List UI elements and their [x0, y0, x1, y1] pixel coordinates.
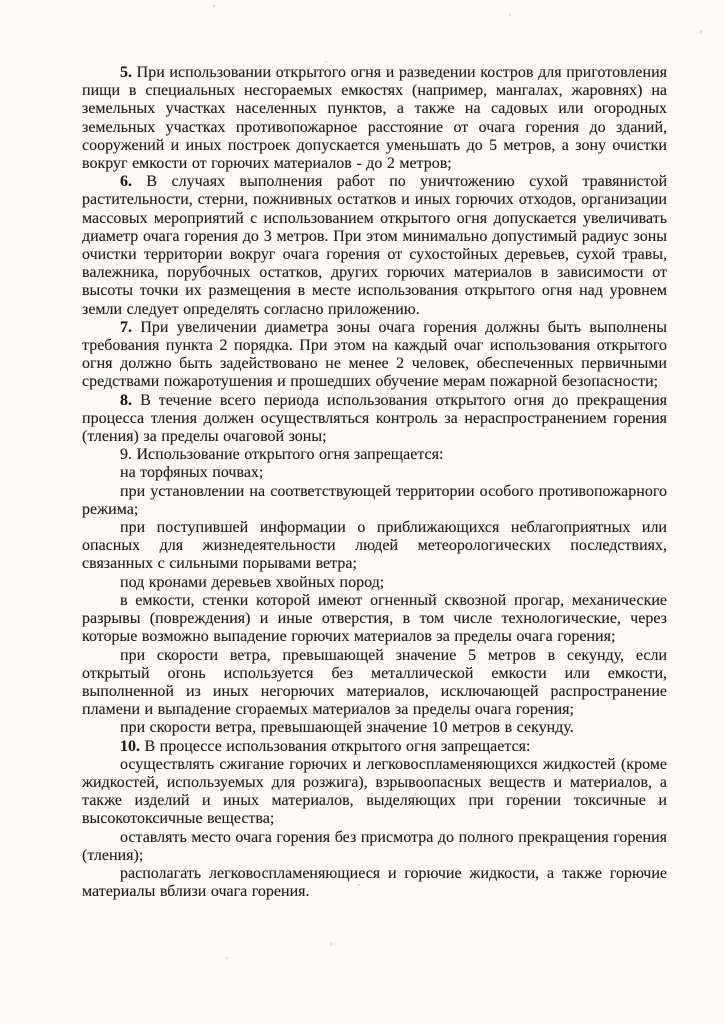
- paragraph-text: на торфяных почвах;: [120, 464, 264, 482]
- paragraph-number: 6.: [120, 173, 132, 191]
- paragraph-number: 8.: [120, 391, 132, 409]
- paragraph-10-item-burning-liquids: [82, 756, 667, 829]
- paragraph-number: 5.: [120, 64, 132, 81]
- paragraph-text: При увеличении диаметра зоны очага горения должны быть выполнены требования пункта 2 порядка. При этом на каждый очаг использования открытого огня должно быть задействовано не менее 2 человек, обеспеченных первичными средствами пожаротушения и прошедших обучение мерам пожарной безопасности;: [82, 318, 668, 391]
- paragraph-text: под кронами деревьев хвойных пород;: [120, 573, 385, 591]
- paragraph-number: 7.: [120, 318, 132, 336]
- paragraph-text: при скорости ветра, превышающей значение 10 метров в секунду.: [120, 719, 574, 737]
- scan-speck: [226, 957, 228, 959]
- scan-speck: [357, 884, 360, 886]
- paragraph-text: В течение всего периода использования открытого огня до прекращения процесса тления должен осуществляться контроль за нераспространением горения (тления) за пределы очаговой зоны;: [82, 391, 668, 446]
- paragraph-10: [82, 738, 667, 756]
- paragraph-9: [82, 446, 667, 464]
- paragraph-number: 10.: [120, 737, 140, 755]
- paragraph-10-item-flammables-nearby: [82, 865, 667, 901]
- paragraph-text: Использование открытого огня запрещается:: [136, 446, 444, 464]
- paragraph-8: [82, 392, 667, 447]
- scan-speck: [213, 5, 215, 7]
- document-page: [82, 64, 667, 901]
- scan-speck: [509, 14, 511, 16]
- paragraph-6: [82, 173, 667, 319]
- paragraph-9-item-damaged-container: [82, 592, 667, 647]
- paragraph-10-item-leaving-unattended: [82, 829, 667, 865]
- paragraph-text: в емкости, стенки которой имеют огненный сквозной прогар, механические разрывы (повреждения) и иные отверстия, в том числе технологические, через которые возможно выпадение горючих материалов за пределы очага горения;: [82, 591, 667, 646]
- paragraph-text: В процессе использования открытого огня запрещается:: [144, 737, 531, 755]
- paragraph-9-item-peat-soils: [82, 464, 667, 482]
- paragraph-5: [82, 64, 667, 173]
- paragraph-text: В случаях выполнения работ по уничтожению сухой травянистой растительности, стерни, пожнивных остатков и иных горючих отходов, организации массовых мероприятий с использованием открытого огня допускается увеличивать диаметр очага горения до 3 метров. При этом минимально допустимый радиус зоны очистки территории вокруг очага горения от сухостойных деревьев, сухой травы, валежника, порубочных остатков, других горючих материалов в зависимости от высоты точки их размещения в месте использования открытого огня над уровнем земли следует определять согласно приложению.: [82, 173, 667, 318]
- paragraph-text: при скорости ветра, превышающей значение 5 метров в секунду, если открытый огонь используется без металлической емкости или емкости, выполненной из иных негорючих материалов, исключающей распространение пламени и выпадение сгораемых материалов за пределы очага горения;: [82, 646, 667, 719]
- paragraph-text: располагать легковоспламеняющиеся и горючие жидкости, а также горючие материалы вблизи очага горения.: [82, 864, 667, 901]
- paragraph-text: осуществлять сжигание горючих и легковоспламеняющихся жидкостей (кроме жидкостей, используемых для розжига), взрывоопасных веществ и материалов, а также изделий и иных материалов, выделяющих при горении токсичные и высокотоксичные вещества;: [82, 755, 667, 828]
- paragraph-text: при установлении на соответствующей территории особого противопожарного режима;: [82, 482, 667, 518]
- paragraph-9-item-conifer-crowns: [82, 574, 667, 592]
- paragraph-text: оставлять место очага горения без присмотра до полного прекращения горения (тления);: [82, 828, 667, 864]
- scan-speck: [325, 61, 327, 63]
- paragraph-text: При использовании открытого огня и разведении костров для приготовления пищи в специальных несгораемых емкостях (например, мангалах, жаровнях) на земельных участках населенных пунктов, а также на садовых или огородных земельных участках противопожарное расстояние от очага горения до зданий, сооружений и иных построек допускается уменьшать до 5 метров, а зону очистки вокруг емкости от горючих материалов - до 2 метров;: [82, 64, 667, 173]
- paragraph-7: [82, 319, 667, 392]
- paragraph-text: при поступившей информации о приближающихся неблагоприятных или опасных для жизнедеятельности людей метеорологических последствиях, связанных с сильными порывами ветра;: [82, 519, 667, 573]
- scan-speck: [700, 30, 702, 33]
- paragraph-9-item-weather-warning: [82, 519, 667, 574]
- paragraph-number: 9.: [120, 446, 132, 464]
- paragraph-9-item-wind-10ms: [82, 719, 667, 737]
- scan-speck: [330, 943, 332, 945]
- paragraph-9-item-wind-5ms: [82, 647, 667, 720]
- paragraph-9-item-special-fire-regime: [82, 483, 667, 519]
